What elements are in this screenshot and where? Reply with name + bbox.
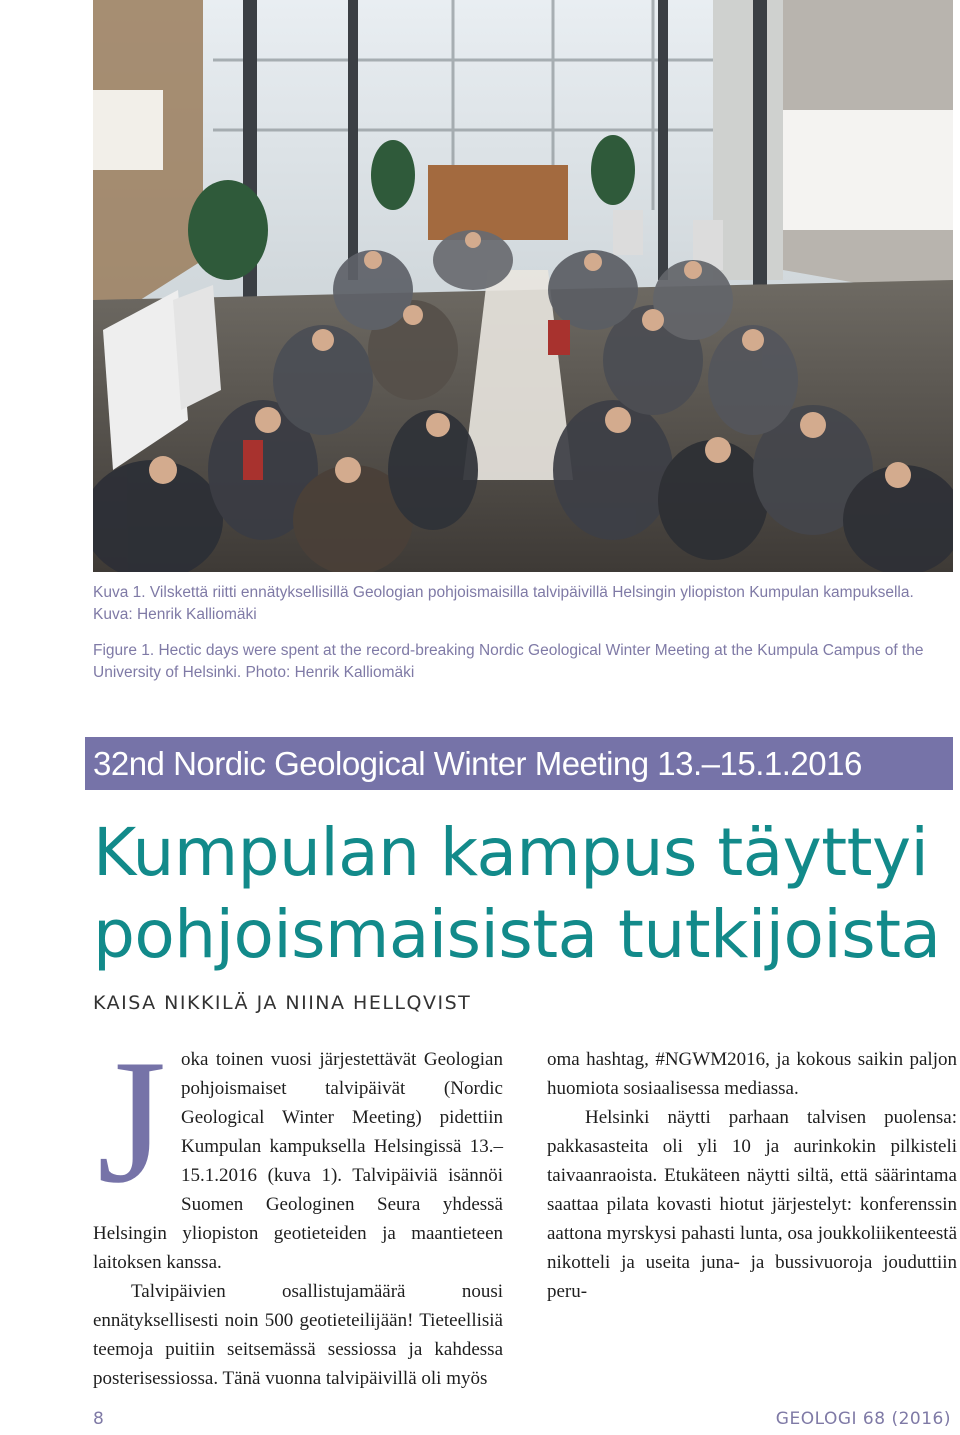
page-number: 8 xyxy=(93,1409,104,1429)
body-paragraph-2-continued: oma hashtag, #NGWM2016, ja kokous saikin paljon huomiota sosiaalisessa mediassa. xyxy=(547,1049,957,1099)
photo-caption-finnish: Kuva 1. Vilskettä riitti ennätyksellisillä Geologian pohjoismaisilla talvipäivillä Helsingin yliopiston Kumpulan kampuksella. Kuva: Henrik Kalliomäki xyxy=(93,584,914,623)
body-paragraph-2: Talvipäivien osallistujamäärä nousi ennätyksellisesti noin 500 geotieteilijään! Tieteellisiä teemoja puitiin seitsemässä sessiossa ja kahdessa posterisessiossa. Tänä vuonna talvipäivillä oli myös xyxy=(93,1281,503,1389)
body-column-left xyxy=(93,1045,503,1393)
article-byline: KAISA NIKKILÄ JA NIINA HELLQVIST xyxy=(93,992,472,1014)
headline-line-2: pohjoismaisista tutkijoista xyxy=(93,896,941,973)
body-paragraph-3: Helsinki näytti parhaan talvisen puolensa: pakkasasteita oli yli 10 ja aurinkokin pilkisteli taivaanraoista. Etukäteen näytti siltä, että säärintama saattaa pilata kovasti hiotut järjestelyt: konferenssin aattona myrskysi pahasti lunta, osa joukkoliikenteestä nikotteli ja useita juna- ja bussivuoroja jouduttiin peru- xyxy=(547,1107,957,1302)
body-paragraph-1-text: oka toinen vuosi järjestettävät Geologian pohjoismaiset talvipäivät (Nordic Geological Winter Meeting) pidettiin Kumpulan kampuksella Helsingissä 13.–15.1.2016 (kuva 1). Talvipäiviä isännöi Suomen Geologinen Seura yhdessä Helsingin yliopiston geotieteiden ja maantieteen laitoksen kanssa. xyxy=(93,1049,503,1273)
conference-crowd-photo xyxy=(93,0,953,572)
svg-text:J: J xyxy=(97,1053,167,1191)
headline-line-1: Kumpulan kampus täyttyi xyxy=(93,814,929,891)
journal-footer: GEOLOGI 68 (2016) xyxy=(775,1409,951,1429)
dropcap-letter xyxy=(93,1053,179,1191)
article-headline xyxy=(93,812,953,976)
body-paragraph-1 xyxy=(93,1045,503,1277)
photo-caption-english: Figure 1. Hectic days were spent at the record-breaking Nordic Geological Winter Meeting at the Kumpula Campus of the University of Helsinki. Photo: Henrik Kalliomäki xyxy=(93,642,924,681)
body-column-right xyxy=(547,1045,957,1306)
conference-crowd-photo-icon xyxy=(93,0,953,572)
event-banner: 32nd Nordic Geological Winter Meeting 13.–15.1.2016 xyxy=(85,737,953,790)
